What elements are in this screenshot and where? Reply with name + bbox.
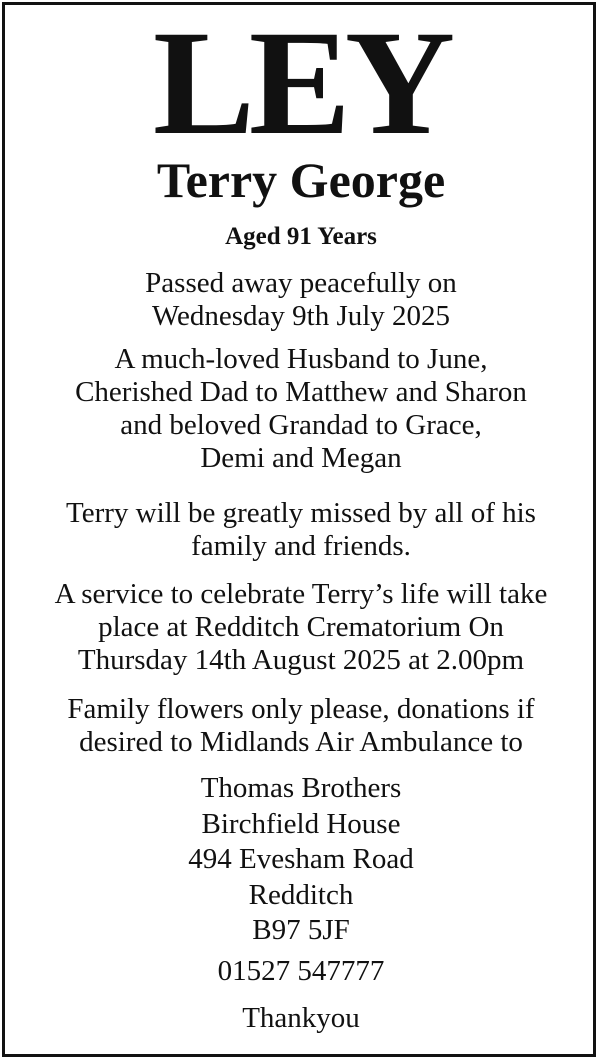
full-name-heading: Terry George bbox=[156, 152, 446, 208]
address-line: B97 5JF bbox=[252, 914, 350, 946]
service-line: place at Redditch Crematorium On bbox=[98, 611, 504, 643]
family-paragraph bbox=[10, 343, 592, 475]
missed-paragraph bbox=[10, 497, 592, 563]
address-line: Thomas Brothers bbox=[200, 772, 402, 804]
surname-heading: LEY bbox=[152, 0, 450, 166]
family-line: A much-loved Husband to June, bbox=[114, 343, 488, 375]
funeral-director-address bbox=[10, 771, 592, 949]
closing-line: Thankyou bbox=[242, 1002, 360, 1034]
passing-paragraph bbox=[10, 267, 592, 333]
service-line: Thursday 14th August 2025 at 2.00pm bbox=[77, 644, 525, 676]
service-line: A service to celebrate Terry’s life will take bbox=[54, 578, 548, 610]
address-line: Birchfield House bbox=[201, 807, 401, 840]
family-line: Demi and Megan bbox=[200, 442, 402, 474]
family-line: and beloved Grandad to Grace, bbox=[120, 409, 482, 441]
age-line: Aged 91 Years bbox=[225, 223, 377, 250]
address-line: 494 Evesham Road bbox=[188, 843, 414, 875]
missed-line: Terry will be greatly missed by all of his bbox=[66, 497, 536, 529]
flowers-line: Family flowers only please, donations if bbox=[67, 693, 535, 725]
flowers-line: desired to Midlands Air Ambulance to bbox=[79, 726, 523, 758]
service-paragraph bbox=[10, 578, 592, 677]
passing-line: Passed away peacefully on bbox=[145, 267, 457, 299]
passing-line: Wednesday 9th July 2025 bbox=[151, 300, 451, 332]
address-line: Redditch bbox=[248, 878, 354, 911]
family-line: Cherished Dad to Matthew and Sharon bbox=[75, 376, 527, 408]
flowers-paragraph bbox=[10, 693, 592, 759]
missed-line: family and friends. bbox=[191, 530, 411, 562]
phone-number: 01527 547777 bbox=[217, 955, 385, 987]
